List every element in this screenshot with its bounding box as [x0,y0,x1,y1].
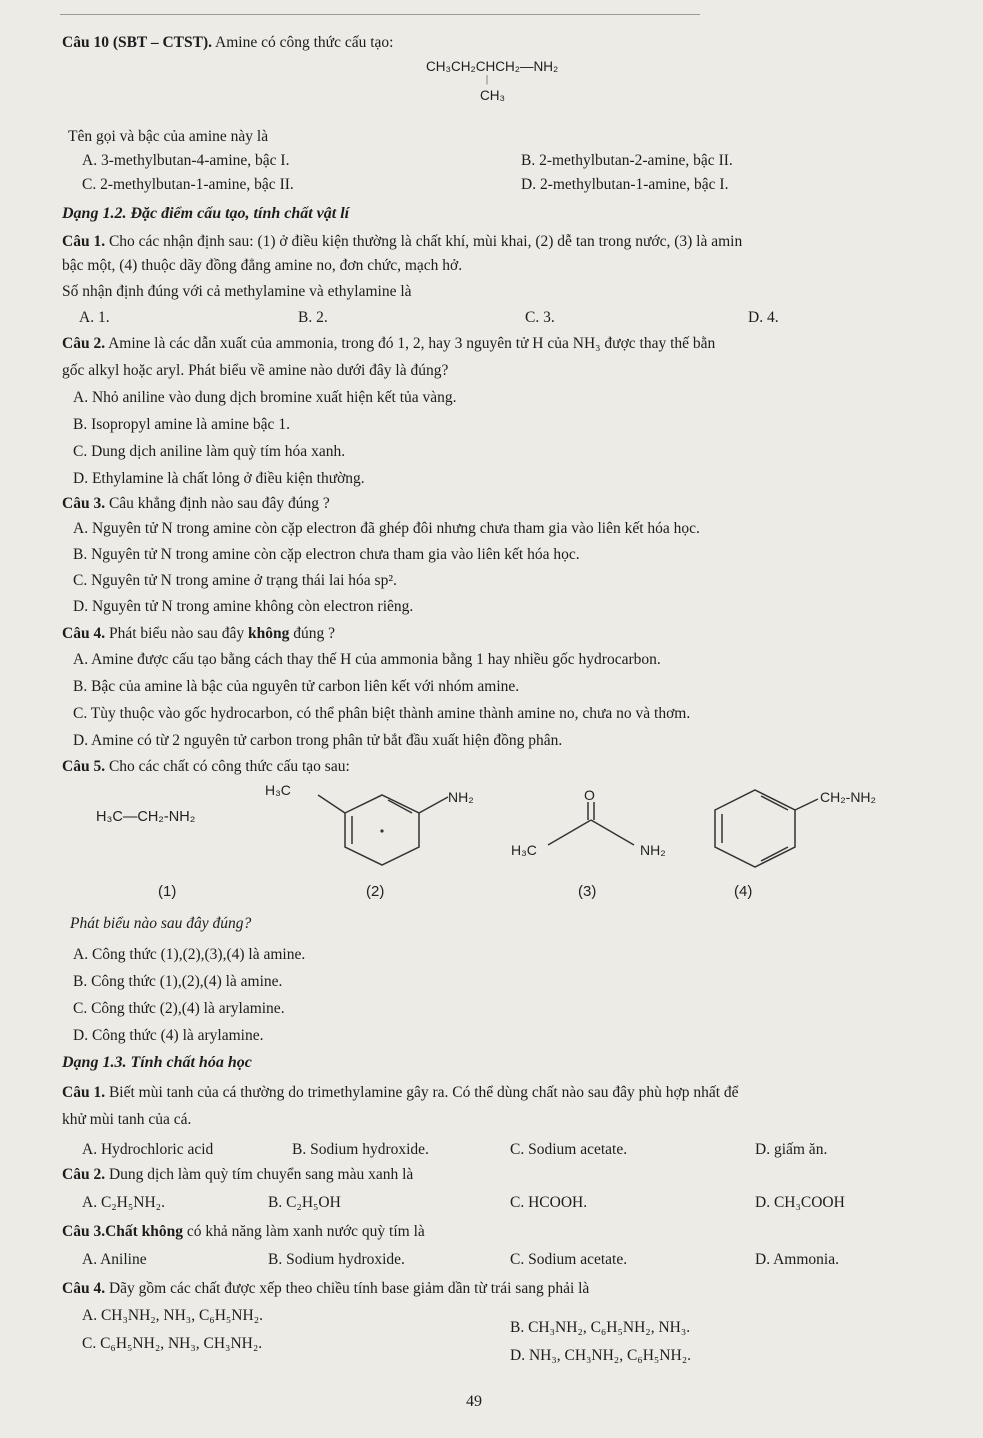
structure-3-number: (3) [578,883,597,900]
q10-formula-branch: CH₃ [480,88,505,103]
structure-4-group: CH₂-NH₂ [820,789,876,805]
structure-3-nh2: NH₂ [640,842,666,858]
q10-option-a: A. 3-methylbutan-4-amine, bậc I. [82,152,290,169]
s13-q2-option-c: C. HCOOH. [510,1194,588,1211]
q10-option-c: C. 2-methylbutan-1-amine, bậc II. [82,176,294,193]
q10-option-b: B. 2-methylbutan-2-amine, bậc II. [521,152,733,169]
s13-q1-stem [62,1083,739,1103]
s12-q3-option-a: A. Nguyên tử N trong amine còn cặp electron đã ghép đôi nhưng chưa tham gia vào liên kết hóa học. [73,520,700,537]
s13-q3-option-d: D. Ammonia. [755,1251,839,1268]
s12-q2-option-b: B. Isopropyl amine là amine bậc 1. [73,416,290,433]
s12-q3-option-b: B. Nguyên tử N trong amine còn cặp electron chưa tham gia vào liên kết hóa học. [73,546,580,563]
structure-2-ch3: H₃C [265,782,291,798]
s12-q5-option-b: B. Công thức (1),(2),(4) là amine. [73,973,283,990]
s12-q4-stem [62,624,335,644]
s12-q1-stem [62,232,742,252]
structures-figure [0,775,983,905]
section-1-3-heading: Dạng 1.3. Tính chất hóa học [62,1054,252,1071]
s12-q5-prompt: Phát biểu nào sau đây đúng? [70,915,252,932]
s13-q4-option-d: D. NH₃, CH₃NH₂, C₆H₅NH₂. [510,1347,691,1364]
structure-4-number: (4) [734,883,753,900]
s12-q4-text-bold: không [248,625,290,642]
q10-branch-bond: | [486,74,489,85]
s13-q2-option-d: D. CH₃COOH [755,1194,845,1211]
q10-title: Câu 10 (SBT – CTST). [62,34,213,51]
s13-q2-stem [62,1165,413,1185]
s12-q3-label: Câu 3. [62,495,106,512]
page-number: 49 [466,1393,482,1410]
top-rule [60,14,700,15]
s13-q2-option-b: B. C₂H₅OH [268,1194,341,1211]
s12-q4-text-pre: Phát biểu nào sau đây [105,625,248,642]
s12-q2-option-d: D. Ethylamine là chất lỏng ở điều kiện thường. [73,470,365,487]
s12-q5-stem [62,757,350,777]
q10-text: Amine có công thức cấu tạo: [212,34,394,51]
s13-q2-label: Câu 2. [62,1166,106,1183]
structure-2-number: (2) [366,883,385,900]
s13-q4-option-c: C. C₆H₅NH₂, NH₃, CH₃NH₂. [82,1335,263,1352]
structure-1-formula: H₃C—CH₂-NH₂ [96,809,196,825]
s13-q4-stem [62,1279,589,1299]
s12-q2-option-c: C. Dung dịch aniline làm quỳ tím hóa xanh. [73,443,346,460]
s12-q4-option-d: D. Amine có từ 2 nguyên tử carbon trong phân tử bắt đầu xuất hiện đồng phân. [73,732,563,749]
structure-3-oxygen: O [584,787,595,803]
s12-q2-stem [62,334,715,354]
s12-q1-option-a: A. 1. [79,309,110,326]
s12-q1-label: Câu 1. [62,233,106,250]
s13-q4-option-a: A. CH₃NH₂, NH₃, C₆H₅NH₂. [82,1307,263,1324]
s13-q3-option-b: B. Sodium hydroxide. [268,1251,405,1268]
structure-1-number: (1) [158,883,177,900]
s12-q1-text1: Cho các nhận định sau: (1) ở điều kiện thường là chất khí, mùi khai, (2) dễ tan trong nước, (3) là amin [105,233,743,250]
s12-q1-option-b: B. 2. [298,309,328,326]
s12-q3-option-d: D. Nguyên tử N trong amine không còn electron riêng. [73,598,414,615]
q10-formula-main: CH₃CH₂CHCH₂—NH₂ [426,59,559,74]
structure-4-ring [715,790,818,867]
s13-q1-text1: Biết mùi tanh của cá thường do trimethylamine gây ra. Có thể dùng chất nào sau đây phù hợp nhất để [105,1084,739,1101]
s13-q3-option-a: A. Aniline [82,1251,147,1268]
s13-q2-option-a: A. C₂H₅NH₂. [82,1194,165,1211]
s13-q3-stem [62,1222,425,1242]
s12-q2-text1: Amine là các dẫn xuất của ammonia, trong đó 1, 2, hay 3 nguyên tử H của NH₃ được thay thế bằn [105,335,716,352]
structure-3-bonds [548,802,634,845]
q10-option-d: D. 2-methylbutan-1-amine, bậc I. [521,176,729,193]
s12-q1-option-c: C. 3. [525,309,555,326]
structure-2-dot [380,829,383,832]
s13-q1-option-c: C. Sodium acetate. [510,1141,628,1158]
s13-q3-text: có khả năng làm xanh nước quỳ tím là [183,1223,425,1240]
s13-q3-option-c: C. Sodium acetate. [510,1251,628,1268]
s12-q4-option-b: B. Bậc của amine là bậc của nguyên tử carbon liên kết với nhóm amine. [73,678,520,695]
s13-q1-option-d: D. giấm ăn. [755,1141,828,1158]
s13-q3-text-bold: Chất không [105,1223,184,1240]
q10-prompt: Tên gọi và bậc của amine này là [68,128,269,145]
s12-q2-label: Câu 2. [62,335,106,352]
s13-q4-option-b: B. CH₃NH₂, C₆H₅NH₂, NH₃. [510,1319,691,1336]
s12-q3-stem [62,494,330,514]
s12-q5-option-c: C. Công thức (2),(4) là arylamine. [73,1000,285,1017]
q10-stem [62,33,393,53]
s12-q4-label: Câu 4. [62,625,106,642]
s13-q1-option-b: B. Sodium hydroxide. [292,1141,429,1158]
s12-q5-label: Câu 5. [62,758,106,775]
structure-2-nh2: NH₂ [448,789,474,805]
s12-q3-option-c: C. Nguyên tử N trong amine ở trạng thái lai hóa sp². [73,572,397,589]
s12-q1-text3: Số nhận định đúng với cả methylamine và ethylamine là [62,283,412,300]
s12-q4-option-c: C. Tùy thuộc vào gốc hydrocarbon, có thể phân biệt thành amine thành amine no, chưa no và thơm. [73,705,691,722]
s12-q5-text: Cho các chất có công thức cấu tạo sau: [105,758,350,775]
s13-q1-text2: khử mùi tanh của cá. [62,1111,192,1128]
s13-q2-text: Dung dịch làm quỳ tím chuyển sang màu xanh là [105,1166,414,1183]
s12-q5-option-a: A. Công thức (1),(2),(3),(4) là amine. [73,946,306,963]
section-1-2-heading: Dạng 1.2. Đặc điểm cấu tạo, tính chất vật lí [62,205,350,222]
s13-q1-label: Câu 1. [62,1084,106,1101]
s12-q2-option-a: A. Nhỏ aniline vào dung dịch bromine xuất hiện kết tủa vàng. [73,389,457,406]
s13-q4-label: Câu 4. [62,1280,106,1297]
structure-3-ch3: H₃C [511,842,537,858]
s13-q3-label: Câu 3. [62,1223,106,1240]
s12-q3-text: Câu khẳng định nào sau đây đúng ? [105,495,330,512]
s12-q5-option-d: D. Công thức (4) là arylamine. [73,1027,264,1044]
s12-q4-text-post: đúng ? [289,625,336,642]
s12-q2-text2: gốc alkyl hoặc aryl. Phát biểu về amine nào dưới đây là đúng? [62,362,449,379]
s13-q1-option-a: A. Hydrochloric acid [82,1141,214,1158]
s12-q1-text2: bậc một, (4) thuộc dãy đồng đẳng amine no, đơn chức, mạch hở. [62,257,463,274]
s12-q4-option-a: A. Amine được cấu tạo bằng cách thay thế H của ammonia bằng 1 hay nhiều gốc hydrocarbon. [73,651,661,668]
s12-q1-option-d: D. 4. [748,309,779,326]
s13-q4-text: Dãy gồm các chất được xếp theo chiều tính base giảm dần từ trái sang phải là [105,1280,590,1297]
